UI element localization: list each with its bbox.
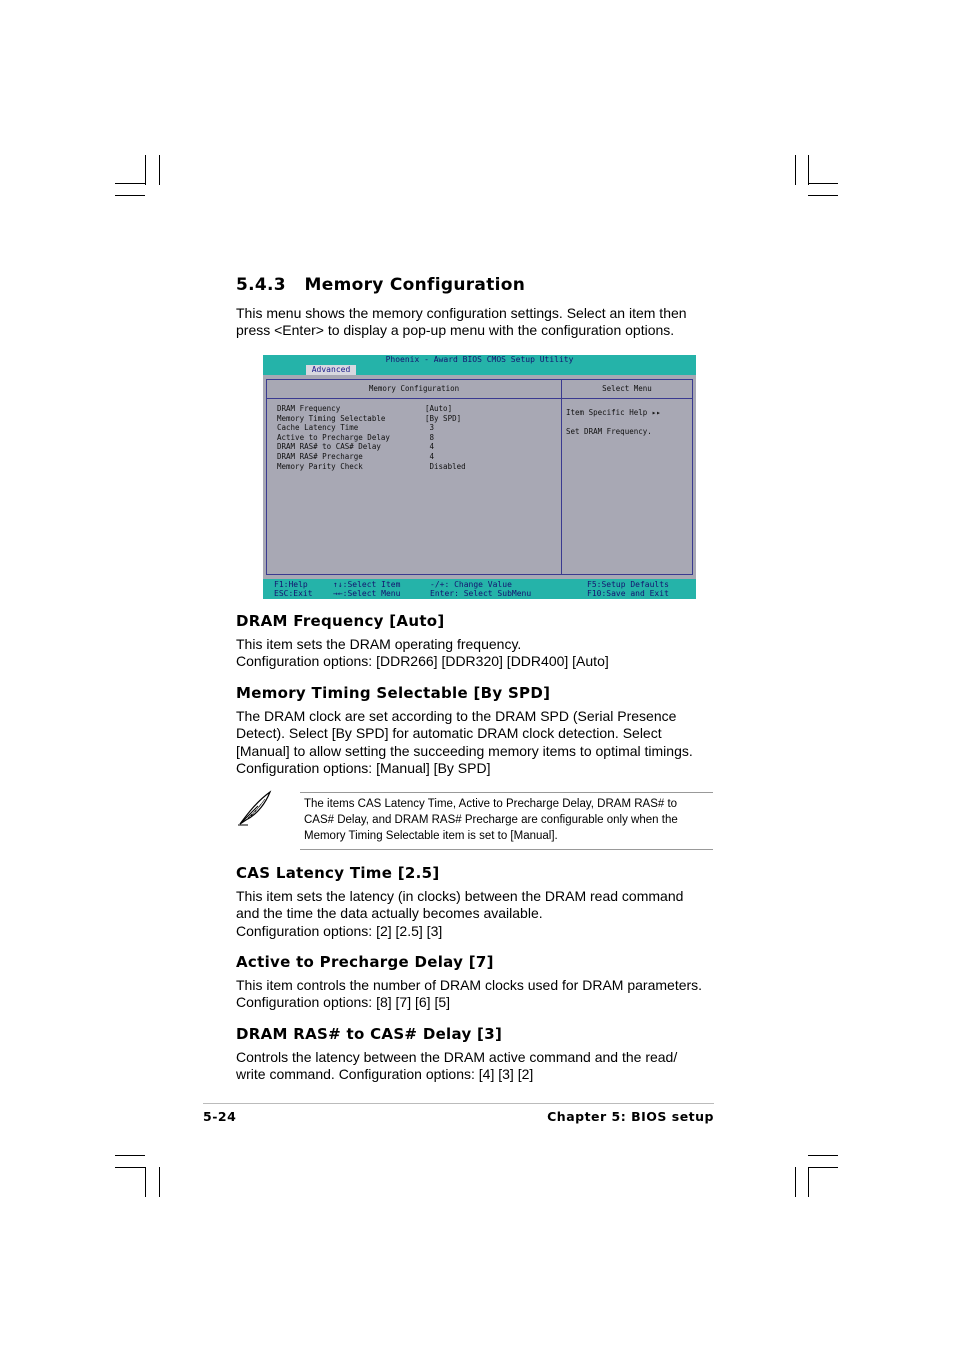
note-text: The items CAS Latency Time, Active to Precharge Delay, DRAM RAS# to CAS# Delay, and DRAM RAS# Precharge are configurable only when the Memory Timing Selectable item is set to [Manual]. [304, 798, 678, 842]
key-help: F1:Help [274, 580, 308, 589]
paragraph-memory-timing: The DRAM clock are set according to the DRAM SPD (Serial Presence Detect). Select [By SPD] for automatic DRAM clock detection. Select [Manual] to allow setting the succeeding memory items to optimal timings. Configuration options: [Manual] [By SPD] [236, 708, 693, 777]
key-exit: ESC:Exit [274, 589, 313, 598]
bios-help-title: Item Specific Help ▸▸ [566, 408, 661, 417]
chapter-title: Chapter 5: BIOS setup [547, 1109, 714, 1124]
key-enter: Enter: Select SubMenu [430, 589, 532, 598]
bios-menubar [263, 365, 696, 375]
bios-frame: Memory Configuration Select Menu DRAM Frequency [Auto] Memory Timing Selectable [By SPD] Cache Latency Time 3 Active to Precharge Delay 8 DRAM RAS# to CAS# Delay 4 DRAM RAS# Precharge 4 Memory Parity Check Disabled Item Specific Help ▸▸ Set DRAM Frequency. [266, 379, 693, 575]
bios-right-header: Select Menu [602, 384, 652, 393]
key-select-item: ↑↓:Select Item [333, 580, 401, 589]
bios-help-panel [566, 408, 661, 446]
heading-dram-frequency: DRAM Frequency [Auto] [236, 612, 445, 630]
paragraph-ras-cas-delay: Controls the latency between the DRAM active command and the read/ write command. Configuration options: [4] [3] [2] [236, 1049, 678, 1083]
heading-cas-latency: CAS Latency Time [2.5] [236, 864, 440, 882]
section-title: 5.4.3 Memory Configuration [236, 275, 526, 295]
key-change-value: -/+: Change Value [430, 580, 512, 589]
page-number: 5-24 [203, 1109, 237, 1124]
intro-paragraph: This menu shows the memory configuration settings. Select an item then press <Enter> to display a pop-up menu with the configuration options. [236, 305, 687, 339]
tab-advanced[interactable]: Advanced [306, 365, 356, 375]
heading-ras-cas-delay: DRAM RAS# to CAS# Delay [3] [236, 1025, 503, 1043]
note-feather-icon [236, 788, 276, 828]
key-setup-defaults: F5:Setup Defaults [587, 580, 669, 589]
heading-active-precharge: Active to Precharge Delay [7] [236, 953, 494, 971]
bios-help-text: Set DRAM Frequency. [566, 427, 652, 436]
heading-memory-timing: Memory Timing Selectable [By SPD] [236, 684, 551, 702]
bios-title: Phoenix - Award BIOS CMOS Setup Utility [263, 355, 696, 365]
key-save-exit: F10:Save and Exit [587, 589, 669, 598]
bios-screenshot [263, 355, 696, 599]
key-select-menu: →←:Select Menu [333, 589, 401, 598]
bios-left-header: Memory Configuration [368, 384, 460, 393]
bios-footer [263, 579, 696, 599]
paragraph-dram-frequency: This item sets the DRAM operating frequency. Configuration options: [DDR266] [DDR320] [DDR400] [Auto] [236, 636, 609, 670]
paragraph-cas-latency: This item sets the latency (in clocks) between the DRAM read command and the time the data actually becomes available. Configuration options: [2] [2.5] [3] [236, 888, 684, 939]
paragraph-active-precharge: This item controls the number of DRAM clocks used for DRAM parameters. Configuration options: [8] [7] [6] [5] [236, 977, 703, 1011]
